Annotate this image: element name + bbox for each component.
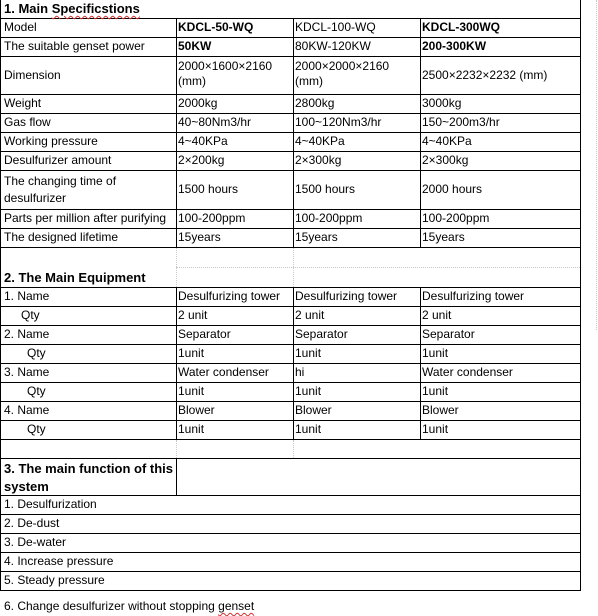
gridline [0,552,580,553]
equipment-qty: 1unit [422,384,449,398]
gridline [0,18,580,19]
spec-cell: 2×300kg [295,153,342,167]
spec-cell: 4~40KPa [178,134,228,148]
function-item: 1. Desulfurization [4,497,97,511]
gridline [0,113,580,114]
spec-cell: 1500 hours [295,182,356,196]
spec-cell: 2×200kg [178,153,225,167]
gridline [0,514,580,515]
equipment-name: Separator [295,327,348,341]
spec-cell: 80KW-120KW [295,39,371,53]
equipment-qty: 2 unit [295,308,325,322]
equipment-name: Separator [178,327,231,341]
spec-cell: 200-300KW [422,39,487,53]
equipment-qty-label: Qty [27,384,46,398]
spec-label-text: The suitable genset power [4,39,145,53]
spec-cell: 15years [422,230,465,244]
faint-gridline [176,440,177,458]
equipment-name-label: 2. Name [4,327,50,341]
function-item: 2. De-dust [4,516,60,530]
section-title: 3. The main function of this system [4,461,173,494]
gridline [0,458,580,459]
spec-cell: 2000×2000×2160 (mm) [295,59,390,88]
section-title-prefix: 1. Main [4,1,52,16]
gridline [0,344,580,345]
gridline [0,247,580,248]
section-title: 2. The Main Equipment [4,270,146,285]
equipment-name: Blower [178,403,215,417]
equipment-qty-label: Qty [27,422,46,436]
spec-cell: 150~200m3/hr [422,115,500,129]
equipment-name: Blower [422,403,459,417]
equipment-qty: 1unit [178,346,205,360]
gridline [0,170,580,171]
spec-row-label [4,39,145,54]
equipment-qty: 2 unit [422,308,452,322]
equipment-qty: 1unit [178,384,205,398]
spec-cell: 2500×2232×2232 (mm) [422,68,548,82]
spec-cell: 100~120Nm3/hr [295,115,382,129]
gridline [176,287,177,440]
header-model-label: Model [4,20,37,34]
gridline [0,325,580,326]
spec-cell: 50KW [178,39,212,53]
faint-gridline [293,440,294,458]
section-title [4,1,140,16]
gridline [420,287,421,440]
equipment-name: Desulfurizing tower [295,289,398,303]
equipment-name-label: 4. Name [4,403,50,417]
equipment-name-label: 1. Name [4,289,50,303]
model-name: KDCL-100-WQ [295,20,376,34]
equipment-qty: 1unit [422,422,449,436]
equipment-qty: 2 unit [178,308,208,322]
function-item: 4. Increase pressure [4,554,114,568]
equipment-name: Separator [422,327,475,341]
gridline [0,590,580,591]
spec-row-label: Gas flow [4,115,51,129]
spec-cell: 2×300kg [422,153,469,167]
equipment-qty: 1unit [295,384,322,398]
equipment-name: Desulfurizing tower [178,289,281,303]
spec-cell: 100-200ppm [178,211,246,225]
spec-row-label: Weight [4,96,42,110]
gridline [176,18,177,248]
spec-cell: 1500 hours [178,182,239,196]
gridline [0,56,580,57]
model-name: KDCL-50-WQ [178,20,254,34]
spec-cell: 2800kg [295,96,335,110]
spec-cell: 2000 hours [422,182,483,196]
gridline [0,287,580,288]
spec-cell: 3000kg [422,96,462,110]
gridline [176,458,177,496]
spec-row-label: Parts per million after purifying [4,211,167,225]
equipment-qty: 1unit [422,346,449,360]
spec-cell: 40~80Nm3/hr [178,115,252,129]
equipment-qty-label: Qty [27,346,46,360]
spec-row-label: Working pressure [4,134,98,148]
equipment-name: Desulfurizing tower [422,289,525,303]
function-item-word: genset [218,599,255,613]
gridline [0,382,580,383]
gridline [0,37,580,38]
model-name: KDCL-300WQ [422,20,501,34]
gridline [0,132,580,133]
spec-cell: 100-200ppm [422,211,490,225]
spec-row-label: Desulfurizer amount [4,153,112,167]
spec-cell: 4~40KPa [295,134,345,148]
gridline [420,18,421,248]
equipment-name-label: 3. Name [4,365,50,379]
gridline [0,439,580,440]
equipment-qty: 1unit [295,346,322,360]
spec-cell: 15years [178,230,221,244]
gridline [0,363,580,364]
spec-cell: 2000×1600×2160 (mm) [178,59,273,88]
equipment-name: Water condenser [422,365,513,379]
gridline [0,571,580,572]
section-title-word: Specificstions [51,1,140,16]
faint-gridline [176,267,580,268]
function-item [4,599,254,614]
spec-cell: 4~40KPa [422,134,472,148]
gridline [293,18,294,248]
gridline [0,420,580,421]
faint-gridline [596,0,597,330]
gridline [0,151,580,152]
gridline [580,0,581,591]
gridline [293,287,294,440]
gridline [0,228,580,229]
spec-cell: 15years [295,230,338,244]
spec-row-label: The designed lifetime [4,230,119,244]
gridline [0,94,580,95]
spec-cell: 2000kg [178,96,218,110]
equipment-name: hi [295,365,305,379]
function-item-text: 6. Change desulfurizer without stopping [4,599,219,613]
equipment-name: Water condenser [178,365,269,379]
spec-cell: 100-200ppm [295,211,363,225]
gridline [0,306,580,307]
equipment-qty: 1unit [295,422,322,436]
function-item: 5. Steady pressure [4,573,105,587]
spec-row-label: The changing time of desulfurizer [4,174,117,205]
spec-row-label: Dimension [4,68,61,82]
equipment-name: Blower [295,403,332,417]
equipment-qty: 1unit [178,422,205,436]
gridline [0,0,1,591]
gridline [0,401,580,402]
function-item: 3. De-water [4,535,67,549]
gridline [0,209,580,210]
gridline [0,533,580,534]
equipment-qty-label: Qty [21,308,40,322]
